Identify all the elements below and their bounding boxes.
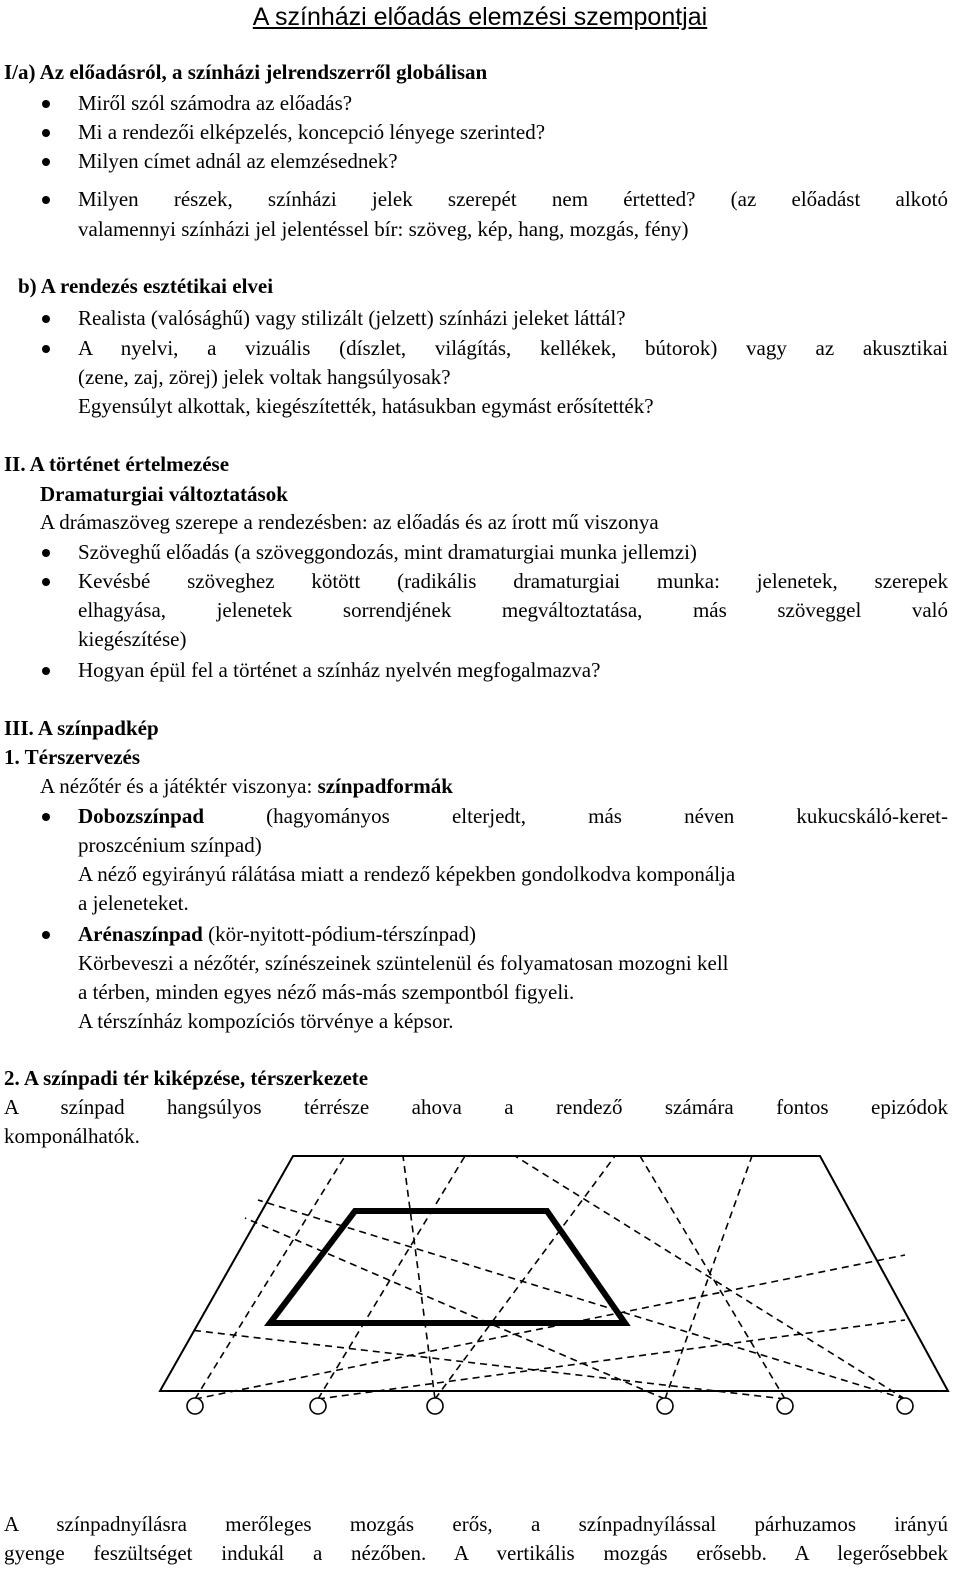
list-item: Hogyan épül fel a történet a színház nyelvén megfogalmazva? <box>78 656 600 685</box>
list-item: Szöveghű előadás (a szöveggondozás, mint dramaturgiai munka jellemzi) <box>78 538 697 567</box>
paragraph-line: gyenge feszültséget indukál a nézőben. A vertikális mozgás erősebb. A legerősebbek <box>4 1541 948 1565</box>
sightline <box>640 1156 785 1399</box>
list-item-continuation: (zene, zaj, zörej) jelek voltak hangsúlyosak? <box>78 365 451 389</box>
section-1a-heading: I/a) Az előadásról, a színházi jelrendszerről globálisan <box>4 60 488 84</box>
spectator-circle <box>897 1398 913 1414</box>
spectator-circle <box>427 1398 443 1414</box>
section-1b-heading: b) A rendezés esztétikai elvei <box>18 274 274 298</box>
spectator-circle <box>187 1398 203 1414</box>
term-dobozszinpad: Dobozszínpad <box>78 804 205 828</box>
section-3-sub2: 2. A színpadi tér kiképzése, térszerkezete <box>4 1066 369 1090</box>
list-item-continuation: kiegészítése) <box>78 627 187 651</box>
sightlines <box>190 1156 905 1399</box>
section-3-sub1: 1. Térszervezés <box>4 745 141 769</box>
emphasis-area <box>270 1211 625 1323</box>
list-item-continuation: a jeleneteket. <box>78 891 189 915</box>
sightline <box>190 1330 785 1399</box>
list-item: Mi a rendezői elképzelés, koncepció lényege szerinted? <box>78 118 545 147</box>
intro-text: A nézőtér és a játéktér viszonya: <box>40 774 318 798</box>
sightline <box>245 1218 665 1399</box>
sightline <box>258 1200 905 1399</box>
paragraph-line: A színpad hangsúlyos térrésze ahova a rendező számára fontos epizódok <box>4 1095 948 1119</box>
paragraph-line: A színpadnyílásra merőleges mozgás erős, a színpadnyílással párhuzamos irányú <box>4 1512 948 1536</box>
list-item-continuation: a térben, minden egyes néző más-más szempontból figyeli. <box>78 980 575 1004</box>
list-item: Miről szól számodra az előadás? <box>78 89 352 118</box>
list-item: Milyen címet adnál az elemzésednek? <box>78 147 398 176</box>
section-2-intro: A drámaszöveg szerepe a rendezésben: az előadás és az írott mű viszonya <box>40 510 659 534</box>
list-item: Realista (valósághű) vagy stilizált (jelzett) színházi jeleket láttál? <box>78 304 626 333</box>
spectator-circle <box>310 1398 326 1414</box>
paragraph-line: komponálhatók. <box>4 1124 140 1148</box>
section-2-heading: II. A történet értelmezése <box>4 452 230 476</box>
term-description: (hagyományos elterjedt, más néven kukucskáló-keret- <box>204 804 948 828</box>
section-3-heading: III. A színpadkép <box>4 716 159 740</box>
sightline <box>195 1156 345 1399</box>
list-item: Milyen részek, színházi jelek szerepét nem értetted? (az előadást alkotó <box>78 185 948 214</box>
list-item-continuation: valamennyi színházi jel jelentéssel bír: szöveg, kép, hang, mozgás, fény) <box>78 217 689 241</box>
list-item-continuation: proszcénium színpad) <box>78 833 262 857</box>
spectators <box>187 1398 913 1414</box>
page-title: A színházi előadás elemzési szempontjai <box>252 3 708 31</box>
spectator-circle <box>657 1398 673 1414</box>
stage-outline <box>160 1156 948 1391</box>
spectator-circle <box>777 1398 793 1414</box>
sightline <box>435 1156 615 1399</box>
sightline <box>318 1156 465 1399</box>
sightline <box>515 1156 905 1399</box>
list-item-continuation: A térszínház kompozíciós törvénye a képsor. <box>78 1009 454 1033</box>
term-arenaszinpad: Arénaszínpad <box>78 922 203 946</box>
list-item: A nyelvi, a vizuális (díszlet, világítás, kellékek, bútorok) vagy az akusztikai <box>78 334 948 363</box>
term-description: (kör-nyitott-pódium-térszínpad) <box>202 922 476 946</box>
sightline <box>403 1156 435 1399</box>
list-item-continuation: Körbeveszi a nézőtér, színészeinek szüntelenül és folyamatosan mozogni kell <box>78 951 729 975</box>
intro-bold-term: színpadformák <box>317 774 453 798</box>
section-2-subheading: Dramaturgiai változtatások <box>40 482 288 506</box>
sightline <box>318 1320 905 1399</box>
list-item-continuation: Egyensúlyt alkottak, kiegészítették, hatásukban egymást erősítették? <box>78 394 654 418</box>
list-item: Kevésbé szöveghez kötött (radikális dramaturgiai munka: jelenetek, szerepek <box>78 567 948 596</box>
list-item-continuation: A néző egyirányú rálátása miatt a rendező képekben gondolkodva komponálja <box>78 862 736 886</box>
list-item-continuation: elhagyása, jelenetek sorrendjének megváltoztatása, más szöveggel való <box>78 598 948 622</box>
